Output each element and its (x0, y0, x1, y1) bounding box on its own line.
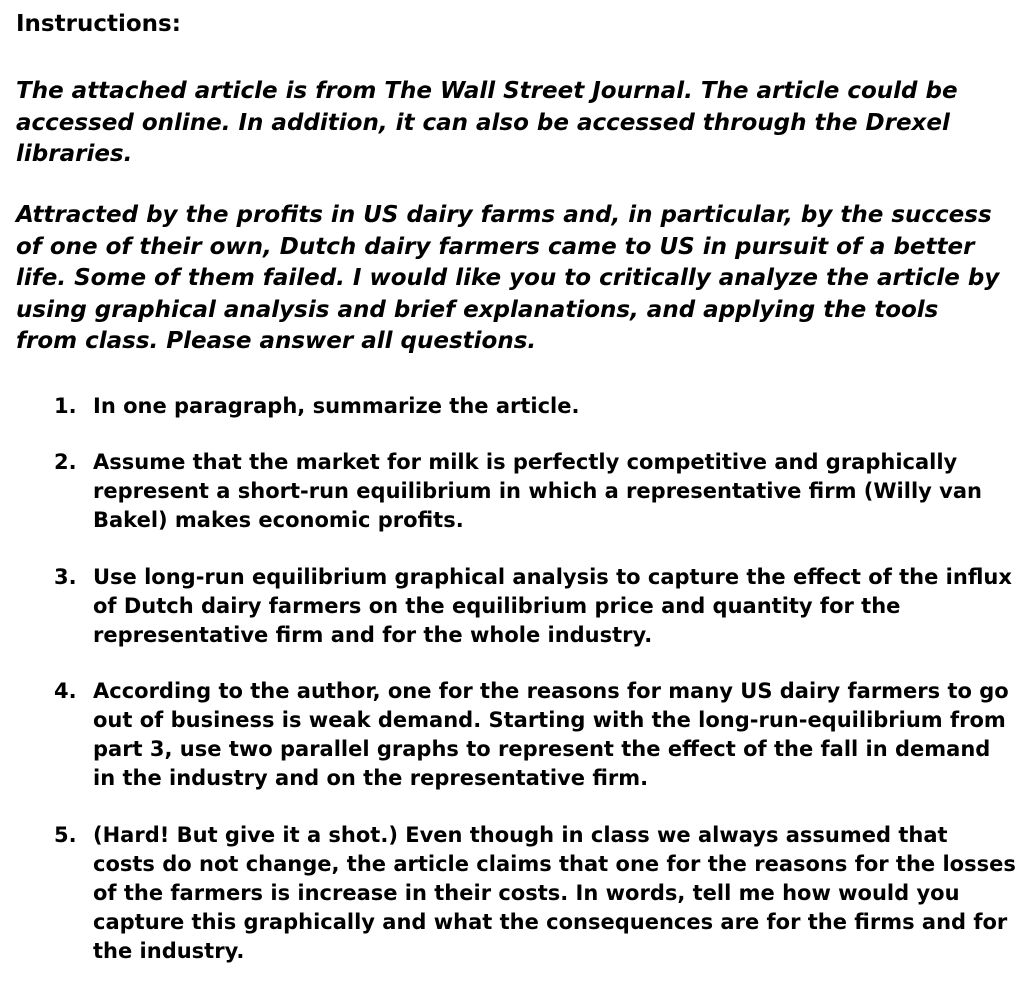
question-text: Assume that the market for milk is perfectly competitive and graphically represent a short-run equilibrium in which a representative firm (Willy van Bakel) makes economic profits. (93, 450, 982, 532)
question-number: 3. (54, 565, 77, 589)
question-list (16, 392, 1016, 966)
question-item (16, 821, 1016, 966)
question-number: 4. (54, 679, 77, 703)
question-item (16, 563, 1016, 650)
question-item (16, 448, 1016, 535)
question-number: 5. (54, 823, 77, 847)
intro-paragraph-task-description: Attracted by the profits in US dairy farms and, in particular, by the success of one of their own, Dutch dairy farmers came to US in pursuit of a better life. Some of them failed. I would like you to critically analyze the article by using graphical analysis and brief explanations, and applying the tools from class. Please answer all questions. (16, 202, 1000, 354)
instructions-heading: Instructions: (16, 11, 181, 37)
intro-paragraph-article-source: The attached article is from The Wall Street Journal. The article could be accessed online. In addition, it can also be accessed through the Drexel libraries. (16, 78, 958, 167)
question-item (16, 392, 1016, 421)
question-item (16, 677, 1016, 793)
question-text: In one paragraph, summarize the article. (93, 394, 580, 418)
question-number: 1. (54, 394, 77, 418)
question-text: Use long-run equilibrium graphical analysis to capture the effect of the influx of Dutch dairy farmers on the equilibrium price and quantity for the representative firm and for the whole industry. (93, 565, 1012, 647)
question-text: (Hard! But give it a shot.) Even though in class we always assumed that costs do not change, the article claims that one for the reasons for the losses of the farmers is increase in their costs. In words, tell me how would you capture this graphically and what the consequences are for the firms and for the industry. (93, 823, 1016, 963)
question-text: According to the author, one for the reasons for many US dairy farmers to go out of business is weak demand. Starting with the long-run-equilibrium from part 3, use two parallel graphs to represent the effect of the fall in demand in the industry and on the representative firm. (93, 679, 1009, 790)
question-number: 2. (54, 450, 77, 474)
